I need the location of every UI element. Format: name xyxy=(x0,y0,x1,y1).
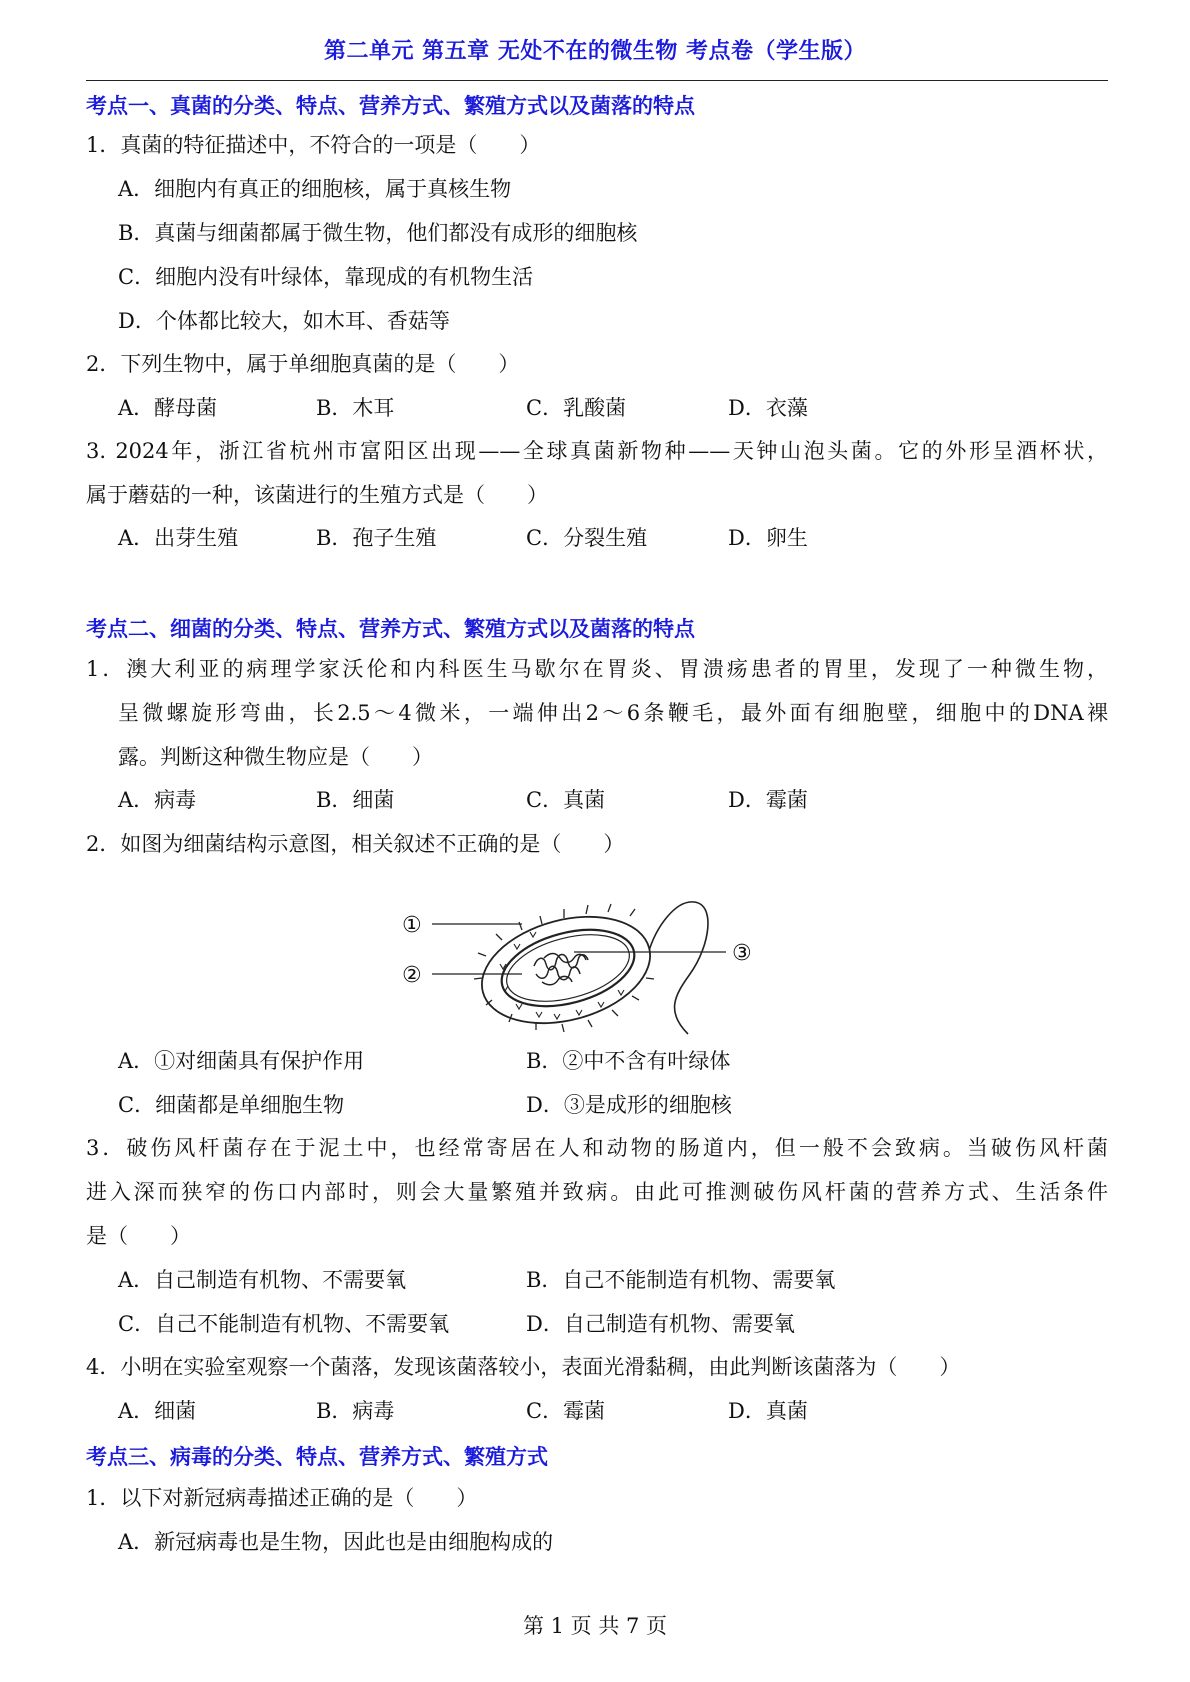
option: A．出芽生殖 xyxy=(118,526,239,550)
question-stem: 1．澳大利亚的病理学家沃伦和内科医生马歇尔在胃炎、胃溃疡患者的胃里，发现了一种微生物， xyxy=(86,657,1108,681)
option: B．②中不含有叶绿体 xyxy=(526,1049,731,1073)
figure-label-1: ① xyxy=(402,913,422,938)
option: C．真菌 xyxy=(526,788,606,812)
option: D．③是成形的细胞核 xyxy=(526,1093,732,1117)
option: B．孢子生殖 xyxy=(316,526,437,550)
option: A．细胞内有真正的细胞核，属于真核生物 xyxy=(118,177,512,201)
question-stem: 4．小明在实验室观察一个菌落，发现该菌落较小，表面光滑黏稠，由此判断该菌落为（ ） xyxy=(86,1355,961,1379)
option: C．乳酸菌 xyxy=(526,396,627,420)
question-stem: 1．以下对新冠病毒描述正确的是（ ） xyxy=(86,1486,478,1510)
option: A．酵母菌 xyxy=(118,396,218,420)
option: A．①对细菌具有保护作用 xyxy=(118,1049,365,1073)
option: C．自己不能制造有机物、不需要氧 xyxy=(118,1312,450,1336)
question-stem: 3. 2024年，浙江省杭州市富阳区出现——全球真菌新物种——天钟山泡头菌。它的外形呈酒杯状， xyxy=(86,439,1108,463)
option: B．自己不能制造有机物、需要氧 xyxy=(526,1268,836,1292)
option: B．细菌 xyxy=(316,788,395,812)
option: D．霉菌 xyxy=(728,788,808,812)
option: B．真菌与细菌都属于微生物，他们都没有成形的细胞核 xyxy=(118,221,638,245)
question-stem-continued: 露。判断这种微生物应是（ ） xyxy=(118,745,433,769)
section-heading: 考点三、病毒的分类、特点、营养方式、繁殖方式 xyxy=(86,1445,548,1469)
question-stem-continued: 呈微螺旋形弯曲，长2.5～4微米，一端伸出2～6条鞭毛，最外面有细胞壁，细胞中的DNA裸 xyxy=(118,701,1108,725)
option: C．细胞内没有叶绿体，靠现成的有机物生活 xyxy=(118,265,534,289)
option: D．卵生 xyxy=(728,526,808,550)
option: C．霉菌 xyxy=(526,1399,606,1423)
option: D．真菌 xyxy=(728,1399,808,1423)
section-heading: 考点一、真菌的分类、特点、营养方式、繁殖方式以及菌落的特点 xyxy=(86,94,695,118)
option: A．自己制造有机物、不需要氧 xyxy=(118,1268,407,1292)
question-stem-continued: 是（ ） xyxy=(86,1224,191,1248)
page-title: 第二单元 第五章 无处不在的微生物 考点卷（学生版） xyxy=(324,39,866,64)
title-divider xyxy=(86,80,1108,81)
question-stem: 2．如图为细菌结构示意图，相关叙述不正确的是（ ） xyxy=(86,832,625,856)
option: D．自己制造有机物、需要氧 xyxy=(526,1312,795,1336)
option: B．病毒 xyxy=(316,1399,395,1423)
option: B．木耳 xyxy=(316,396,395,420)
option: A．细菌 xyxy=(118,1399,197,1423)
figure-label-3: ③ xyxy=(732,941,752,966)
section-heading: 考点二、细菌的分类、特点、营养方式、繁殖方式以及菌落的特点 xyxy=(86,617,695,641)
question-stem: 2．下列生物中，属于单细胞真菌的是（ ） xyxy=(86,352,520,376)
option: C．细菌都是单细胞生物 xyxy=(118,1093,345,1117)
option: A．病毒 xyxy=(118,788,197,812)
option: D．个体都比较大，如木耳、香菇等 xyxy=(118,309,450,333)
figure-label-2: ② xyxy=(402,963,422,988)
question-stem: 3．破伤风杆菌存在于泥土中，也经常寄居在人和动物的肠道内，但一般不会致病。当破伤风杆菌 xyxy=(86,1136,1108,1160)
question-stem-continued: 进入深而狭窄的伤口内部时，则会大量繁殖并致病。由此可推测破伤风杆菌的营养方式、生活条件 xyxy=(86,1180,1108,1204)
option: C．分裂生殖 xyxy=(526,526,648,550)
question-stem-continued: 属于蘑菇的一种，该菌进行的生殖方式是（ ） xyxy=(86,483,548,507)
question-stem: 1．真菌的特征描述中，不符合的一项是（ ） xyxy=(86,133,541,157)
option: D．衣藻 xyxy=(728,396,808,420)
page-footer: 第 1 页 共 7 页 xyxy=(522,1614,668,1638)
option: A．新冠病毒也是生物，因此也是由细胞构成的 xyxy=(118,1530,554,1554)
bacteria-structure-figure xyxy=(404,886,784,1034)
